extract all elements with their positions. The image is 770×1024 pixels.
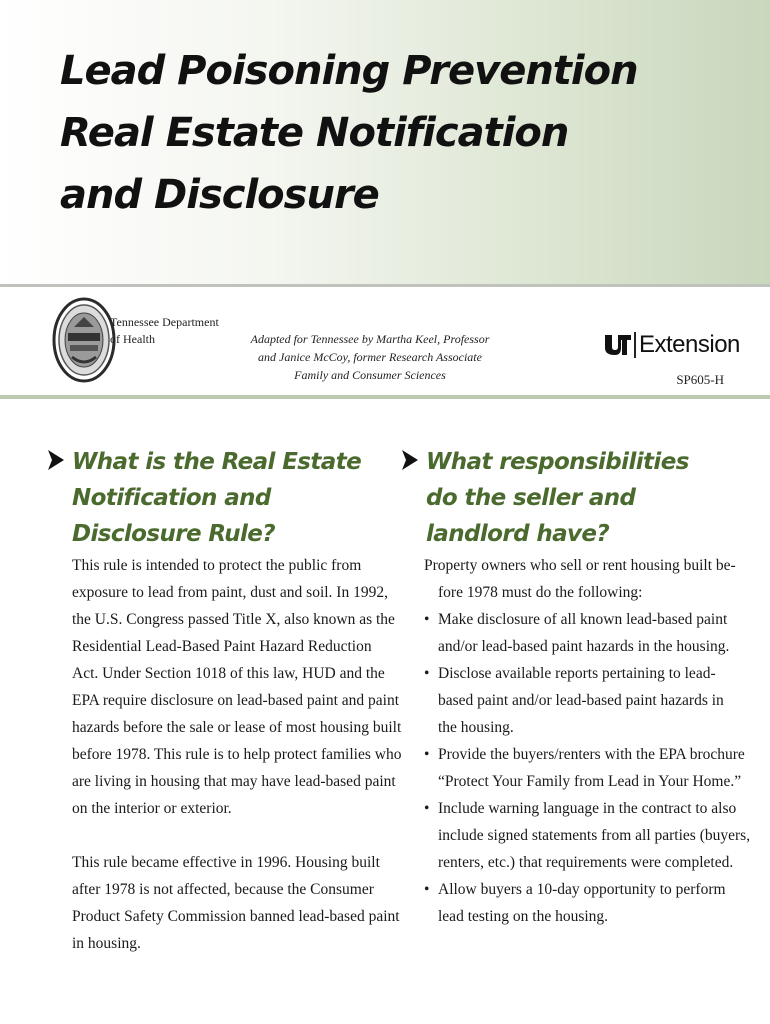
text-line: Property owners who sell or rent housing built be- bbox=[424, 557, 736, 574]
text-line: This rule is intended to protect the public from bbox=[72, 557, 362, 574]
bullet-item: • Make disclosure of all known lead-based paint bbox=[424, 606, 720, 633]
publication-code: SP605-H bbox=[676, 372, 724, 387]
title-line: Lead Poisoning Prevention bbox=[60, 48, 638, 94]
credit-line: Adapted for Tennessee by Martha Keel, Professor bbox=[250, 332, 490, 346]
arrow-bullet-icon bbox=[400, 448, 420, 472]
text-line: on the interior or exterior. bbox=[72, 800, 232, 817]
heading-line: What responsibilities bbox=[426, 449, 689, 475]
text-line: This rule became effective in 1996. Housing built bbox=[72, 854, 380, 871]
text-line: EPA require disclosure on lead-based paint and paint bbox=[72, 692, 399, 709]
right-column bbox=[400, 444, 751, 930]
bullet-item: • Provide the buyers/renters with the EPA brochure bbox=[424, 741, 720, 768]
heading-line: Disclosure Rule? bbox=[72, 521, 276, 547]
left-column bbox=[46, 444, 402, 957]
extension-wordmark: Extension bbox=[639, 331, 740, 358]
title-line: Real Estate Notification bbox=[60, 110, 569, 156]
bullet-dot-icon: • bbox=[424, 611, 430, 628]
bullet-item: • Disclose available reports pertaining to lead- bbox=[424, 660, 720, 687]
document-title bbox=[60, 40, 750, 226]
text-line: Product Safety Commission banned lead-based paint bbox=[72, 908, 400, 925]
heading-line: landlord have? bbox=[426, 521, 610, 547]
text-line: exposure to lead from paint, dust and soil. In 1992, bbox=[72, 584, 388, 601]
bullet-dot-icon: • bbox=[424, 746, 430, 763]
credit-line: and Janice McCoy, former Research Associate bbox=[258, 350, 482, 364]
bullet-dot-icon: • bbox=[424, 665, 430, 682]
bullet-continuation: include signed statements from all parties (buyers, bbox=[438, 827, 751, 844]
logo-divider bbox=[634, 332, 636, 358]
section-divider bbox=[0, 395, 770, 399]
bullet-item: • Allow buyers a 10-day opportunity to perform bbox=[424, 876, 720, 903]
heading-line: What is the Real Estate bbox=[72, 449, 362, 475]
bullet-dot-icon: • bbox=[424, 800, 430, 817]
right-body-text bbox=[424, 552, 751, 930]
right-section-heading bbox=[400, 444, 720, 552]
left-section-heading bbox=[46, 444, 366, 552]
bullet-continuation: “Protect Your Family from Lead in Your Home.” bbox=[438, 773, 742, 790]
text-line: hazards before the sale or lease of most housing built bbox=[72, 719, 402, 736]
ut-extension-logo bbox=[604, 330, 740, 360]
responsibility-list bbox=[424, 606, 751, 930]
department-name bbox=[110, 314, 219, 348]
tennessee-seal-icon bbox=[52, 297, 116, 383]
bullet-continuation: and/or lead-based paint hazards in the housing. bbox=[438, 638, 730, 655]
department-line: Tennessee Department bbox=[110, 315, 219, 329]
text-line: are living in housing that may have lead-based paint bbox=[72, 773, 396, 790]
title-line: and Disclosure bbox=[60, 172, 379, 218]
header-divider bbox=[0, 284, 770, 287]
text-line: Act. Under Section 1018 of this law, HUD and the bbox=[72, 665, 385, 682]
credit-line: Family and Consumer Sciences bbox=[294, 368, 446, 382]
bullet-continuation: the housing. bbox=[438, 719, 514, 736]
left-body-text bbox=[72, 552, 402, 957]
ut-logo-icon bbox=[604, 334, 632, 356]
bullet-continuation: lead testing on the housing. bbox=[438, 908, 609, 925]
bullet-item: • Include warning language in the contract to also bbox=[424, 795, 720, 822]
text-line: after 1978 is not affected, because the Consumer bbox=[72, 881, 374, 898]
text-line: in housing. bbox=[72, 935, 141, 952]
text-line: before 1978. This rule is to help protect families who bbox=[72, 746, 402, 763]
department-line: of Health bbox=[110, 332, 155, 346]
bullet-continuation: based paint and/or lead-based paint hazards in bbox=[438, 692, 724, 709]
bullet-continuation: renters, etc.) that requirements were completed. bbox=[438, 854, 734, 871]
author-credit bbox=[250, 330, 490, 384]
heading-line: Notification and bbox=[72, 485, 271, 511]
bullet-dot-icon: • bbox=[424, 881, 430, 898]
arrow-bullet-icon bbox=[46, 448, 66, 472]
text-line: fore 1978 must do the following: bbox=[438, 584, 643, 601]
heading-line: do the seller and bbox=[426, 485, 636, 511]
text-line: Residential Lead-Based Paint Hazard Reduction bbox=[72, 638, 372, 655]
text-line: the U.S. Congress passed Title X, also known as the bbox=[72, 611, 395, 628]
